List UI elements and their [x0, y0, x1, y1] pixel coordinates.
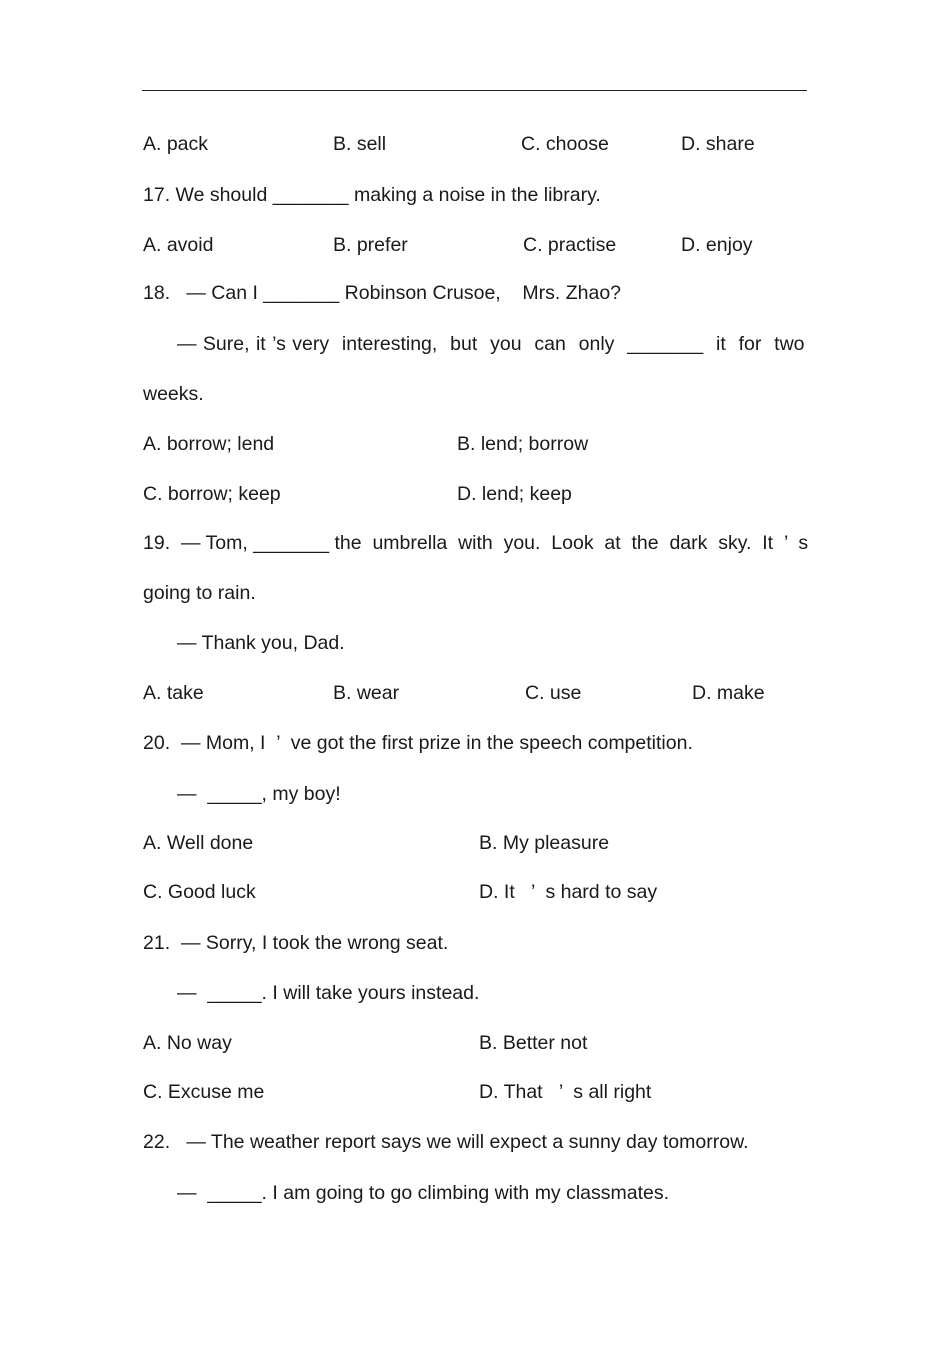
- option-d[interactable]: D. lend; keep: [457, 483, 572, 505]
- option-c[interactable]: C. Good luck: [143, 881, 256, 903]
- option-c[interactable]: C. use: [525, 682, 582, 704]
- option-c[interactable]: C. choose: [521, 133, 609, 155]
- dialogue-reply: — Thank you, Dad.: [177, 632, 345, 654]
- question-stem-cont: going to rain.: [143, 582, 256, 604]
- option-c[interactable]: C. borrow; keep: [143, 483, 281, 505]
- option-d[interactable]: D. share: [681, 133, 755, 155]
- option-a[interactable]: A. pack: [143, 133, 209, 155]
- option-b[interactable]: B. My pleasure: [479, 832, 610, 854]
- dialogue-reply: — Sure, it ’s very interesting, but you can only _______ it for two: [177, 333, 805, 355]
- option-b[interactable]: B. sell: [333, 133, 387, 155]
- option-b[interactable]: B. lend; borrow: [457, 433, 589, 455]
- option-c[interactable]: C. Excuse me: [143, 1081, 265, 1103]
- option-d[interactable]: D. enjoy: [681, 234, 753, 256]
- question-stem: 21. — Sorry, I took the wrong seat.: [143, 932, 449, 954]
- option-a[interactable]: A. avoid: [143, 234, 214, 256]
- option-a[interactable]: A. take: [143, 682, 204, 704]
- question-stem: 22. — The weather report says we will expect a sunny day tomorrow.: [143, 1131, 749, 1153]
- option-b[interactable]: B. wear: [333, 682, 400, 704]
- option-a[interactable]: A. borrow; lend: [143, 433, 275, 455]
- dialogue-reply: — _____. I will take yours instead.: [177, 982, 480, 1004]
- option-b[interactable]: B. prefer: [333, 234, 408, 256]
- option-c[interactable]: C. practise: [523, 234, 617, 256]
- dialogue-reply-cont: weeks.: [143, 383, 204, 405]
- option-d[interactable]: D. It ’ s hard to say: [479, 881, 658, 903]
- dialogue-reply: — _____, my boy!: [177, 783, 341, 805]
- dialogue-reply: — _____. I am going to go climbing with my classmates.: [177, 1182, 670, 1204]
- question-stem: 19. — Tom, _______ the umbrella with you. Look at the dark sky. It ’ s: [143, 532, 809, 554]
- header-rule: [142, 90, 807, 91]
- question-stem: 20. — Mom, I ’ ve got the first prize in the speech competition.: [143, 732, 693, 754]
- option-b[interactable]: B. Better not: [479, 1032, 588, 1054]
- option-a[interactable]: A. Well done: [143, 832, 254, 854]
- option-a[interactable]: A. No way: [143, 1032, 232, 1054]
- question-stem: 17. We should _______ making a noise in the library.: [143, 184, 601, 206]
- question-stem: 18. — Can I _______ Robinson Crusoe, Mrs. Zhao?: [143, 282, 622, 304]
- option-d[interactable]: D. That ’ s all right: [479, 1081, 652, 1103]
- option-d[interactable]: D. make: [692, 682, 765, 704]
